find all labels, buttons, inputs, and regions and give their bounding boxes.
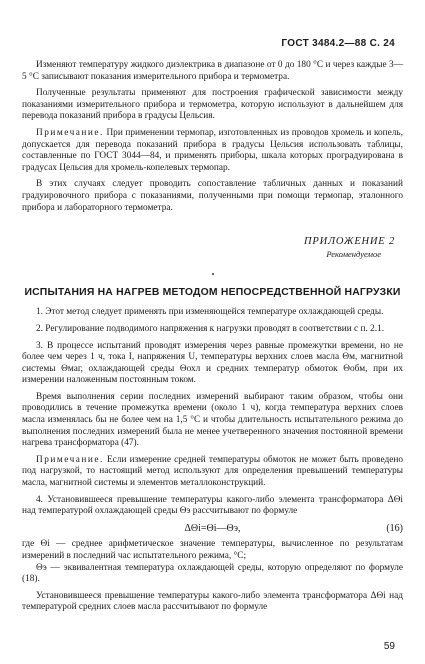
item-3-cont: Время выполнения серии последних измерений выбирают таким образом, чтобы они проводились в течение промежутка времени (около 1 ч), когда температура верхних слоев масла изменялась бы не более чем на 1,5 °С и чтобы длительность испытательного режима до выполнения последних измерений была не менее учетверенного значения постоянной времени нагрева трансформатора (47). [22,391,403,449]
paragraph-3: В этих случаях следует проводить сопоставление табличных данных и показаний градуировочного прибора с показаниями, полученными при помощи термопар, эталонного прибора и лабораторного термометра. [22,179,403,213]
section-title: ИСПЫТАНИЯ НА НАГРЕВ МЕТОДОМ НЕПОСРЕДСТВЕННОЙ НАГРУЗКИ [24,287,401,299]
appendix-sub: Рекомендуемое [326,248,381,259]
item-2: 2. Регулирование подводимого напряжения к нагрузки проводят в соответствии с п. 2.1. [36,323,385,334]
formula-where-2: Θэ — эквивалентная температура охлаждающей среды, которую определяют по формуле (18). [22,562,403,585]
paragraph-1: Изменяют температуру жидкого диэлектрика в диапазоне от 0 до 180 °С и через каждые 3—5 °С записывают показания измерительного прибора и термометра. [22,60,403,82]
note-lead: Примечание. [36,127,104,138]
item-3: 3. В процессе испытаний проводят измерения через равные промежутки времени, но не более чем через 1 ч, тока I, напряжения U, температуры верхних слоев масла Θм, магнитной системы Θмаг, охлаждающей среды Θохл и средних температур обмоток Θобм, при их измерении наложенным постоянным током. [22,340,403,386]
note-text: При применении термопар, изготовленных из проводов хромель и копель, допускается для перевода показаний прибора в градусы Цельсия использовать таблицы, составленные по ГОСТ 3044—84, и применять приборы, шкала которых проградуирована в градусах Цельсия для хромель-копелевых термопар. [22,127,403,173]
page-header: ГОСТ 3484.2—88 С. 24 [281,38,395,49]
appendix-label: ПРИЛОЖЕНИЕ 2 [304,236,395,248]
paragraph-2: Полученные результаты применяют для построения графической зависимости между показаниями измерительного прибора и термометра, которую используют в дальнейшем для перевода показаний прибора в градусы Цельсия. [22,88,403,122]
note-2 [22,455,403,490]
page-number: 59 [383,641,395,652]
formula-16 [22,523,403,535]
stray-mark [212,273,214,275]
formula-number: (16) [386,522,403,534]
item-1: 1. Этот метод следует применять при изменяющейся температуре охлаждающей среды. [36,307,384,318]
paragraph-final: Установившееся превышение температуры какого-либо элемента трансформатора ΔΘi над температурой средних слоев масла рассчитывают по формуле [22,590,403,613]
note-lead-2: Примечание. [36,454,104,465]
formula-expression: ΔΘi=Θi—Θэ, [184,522,241,534]
page-content [22,60,403,614]
note-text-2: Если измерение средней температуры обмоток не может быть проведено под нагрузкой, то настоящий метод используют для определения превышений температуры масла, магнитной системы и элементов металлоконструкций. [22,454,403,489]
formula-where-1: где Θi — среднее арифметическое значение температуры, вычисленное по результатам измерений в последний час испытательного режима, °С; [22,539,403,561]
note-1 [22,128,403,174]
item-4: 4. Установившееся превышение температуры какого-либо элемента трансформатора ΔΘi над температурой охлаждающей среды Θэ рассчитывают по формуле [22,494,403,517]
